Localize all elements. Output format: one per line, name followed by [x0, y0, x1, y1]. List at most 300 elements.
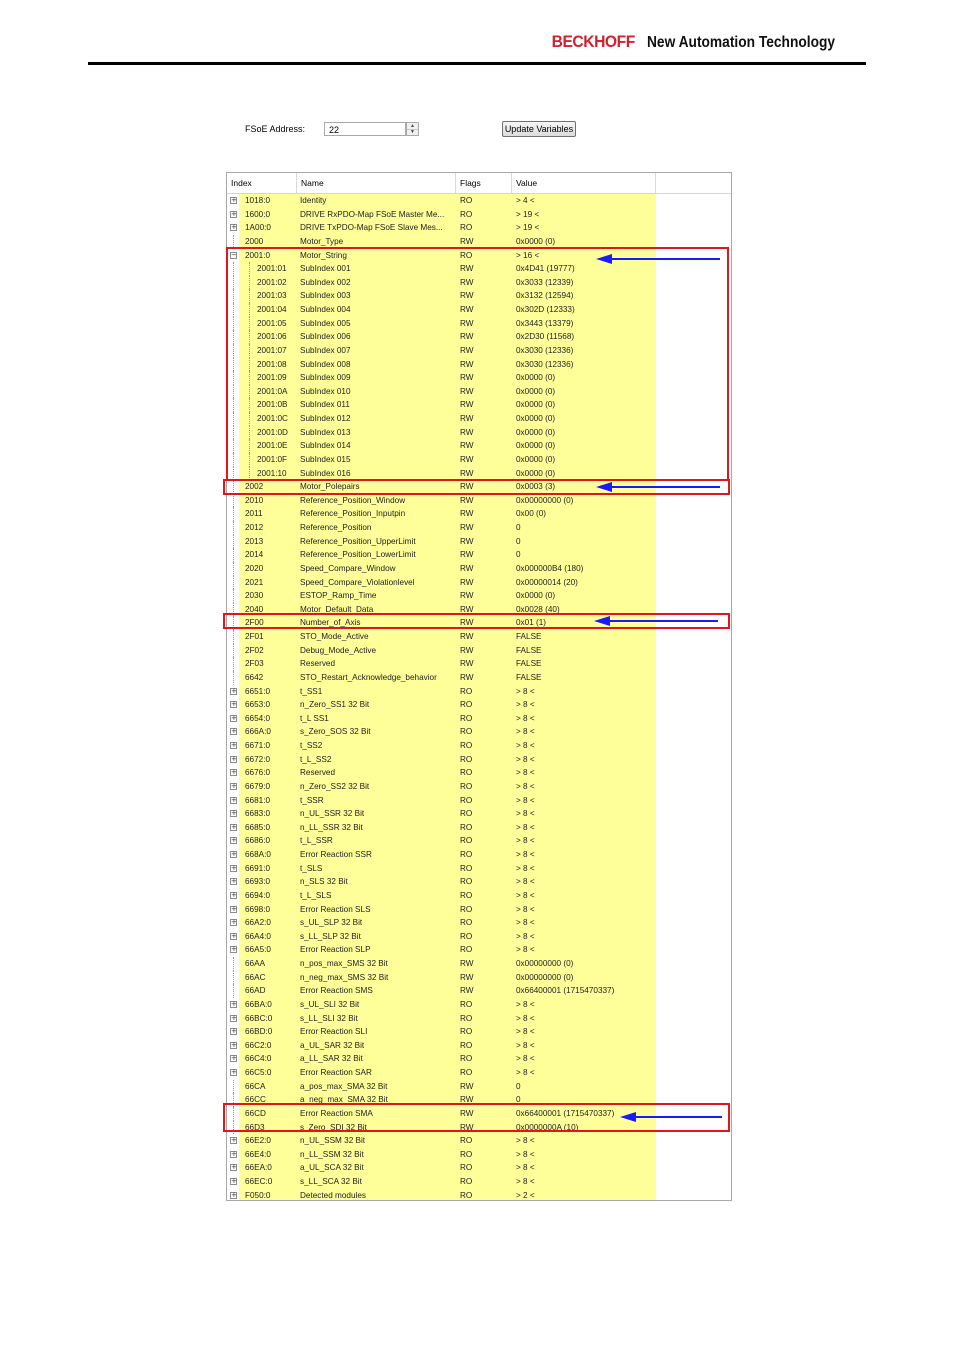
expand-icon[interactable]: + — [231, 1163, 237, 1172]
cell-name: SubIndex 007 — [300, 345, 351, 355]
cell-value: > 2 < — [516, 1190, 535, 1200]
table-row[interactable] — [227, 903, 731, 917]
cell-flags: RO — [460, 713, 473, 723]
tree-line — [233, 957, 235, 971]
cell-value: > 8 < — [516, 795, 535, 805]
cell-value: > 8 < — [516, 1040, 535, 1050]
table-row[interactable] — [227, 221, 731, 235]
table-row[interactable] — [227, 971, 731, 985]
cell-index: 6691:0 — [245, 863, 271, 873]
cell-name: s_LL_SCA 32 Bit — [300, 1177, 362, 1186]
table-row[interactable] — [227, 753, 731, 767]
cell-index: 2F03 — [245, 659, 264, 669]
cell-index: 2F01 — [245, 632, 264, 641]
expand-icon[interactable]: + — [231, 795, 237, 804]
cell-index: 66CA — [245, 1081, 266, 1091]
cell-name: t_SS1 — [300, 686, 323, 696]
expand-icon[interactable]: + — [231, 713, 237, 722]
expand-icon[interactable]: + — [231, 768, 237, 777]
table-row[interactable] — [227, 916, 731, 930]
table-row[interactable] — [227, 848, 731, 862]
expand-icon[interactable]: + — [231, 945, 237, 954]
cell-name: Motor_Default_Data — [300, 604, 374, 614]
cell-value: > 8 < — [516, 1149, 535, 1159]
cell-flags: RW — [460, 618, 474, 628]
table-row[interactable] — [227, 671, 731, 685]
expand-icon[interactable]: + — [231, 1013, 237, 1022]
table-row[interactable] — [227, 1080, 731, 1094]
cell-name: Speed_Compare_Window — [300, 563, 396, 573]
cell-index: 2011 — [245, 509, 263, 519]
cell-name: s_UL_SLI 32 Bit — [300, 999, 360, 1009]
expand-icon[interactable]: + — [231, 877, 237, 886]
table-row[interactable] — [227, 1025, 731, 1039]
cell-index: 2001:0D — [257, 427, 288, 437]
table-row[interactable] — [227, 507, 731, 521]
cell-name: Error Reaction SLI — [300, 1027, 368, 1037]
tree-line — [233, 589, 235, 603]
cell-flags: RO — [460, 1068, 473, 1077]
cell-name: Reference_Position_LowerLimit — [300, 550, 416, 560]
table-row[interactable] — [227, 1012, 731, 1026]
cell-flags: RW — [460, 972, 474, 982]
cell-index: 2001:01 — [257, 264, 287, 274]
table-row[interactable] — [227, 957, 731, 971]
cell-value: > 8 < — [516, 741, 535, 750]
cell-value: > 8 < — [516, 754, 535, 764]
cell-name: SubIndex 010 — [300, 386, 351, 396]
cell-value: > 8 < — [516, 1068, 535, 1077]
cell-value: 0x3132 (12594) — [516, 291, 574, 301]
table-row[interactable] — [227, 766, 731, 780]
cell-index: 2001:09 — [257, 373, 287, 383]
cell-value: > 19 < — [516, 223, 540, 233]
cell-index: 6676:0 — [245, 768, 271, 778]
cell-value: 0x66400001 (1715470337) — [516, 1108, 615, 1118]
cell-value: 0x00000000 (0) — [516, 972, 574, 982]
expand-icon[interactable]: + — [231, 822, 237, 831]
cell-value: > 8 < — [516, 1013, 535, 1023]
cell-name: Error Reaction SLS — [300, 904, 371, 914]
table-row[interactable] — [227, 562, 731, 576]
table-row[interactable] — [227, 1066, 731, 1080]
cell-name: t_L_SSR — [300, 836, 333, 846]
fsoe-address-spinner[interactable] — [406, 122, 419, 136]
spinner-up-icon[interactable]: ▲ — [407, 123, 418, 130]
expand-icon[interactable]: + — [231, 931, 237, 940]
cell-name: SubIndex 008 — [300, 359, 351, 369]
expand-icon[interactable]: + — [231, 850, 237, 858]
table-row[interactable] — [227, 521, 731, 535]
table-row[interactable] — [227, 807, 731, 821]
cell-value: 0x00000014 (20) — [516, 577, 578, 587]
cell-flags: RO — [460, 850, 473, 859]
cell-name: Reserved — [300, 768, 336, 778]
cell-flags: RW — [460, 441, 474, 451]
fsoe-address-input[interactable]: 22 — [324, 122, 406, 136]
cell-index: 2001:0E — [257, 441, 288, 451]
cell-flags: RW — [460, 1122, 474, 1132]
table-row[interactable] — [227, 984, 731, 998]
cell-value: > 4 < — [516, 196, 535, 205]
cell-index: 66AA — [245, 959, 266, 968]
cell-value: > 8 < — [516, 781, 535, 791]
tree-line — [233, 671, 235, 685]
cell-value: 0x2D30 (11568) — [516, 332, 575, 342]
table-row[interactable] — [227, 725, 731, 739]
brand-tagline: New Automation Technology — [647, 34, 836, 51]
cell-name: Reference_Position_Window — [300, 495, 406, 505]
cell-value: > 19 < — [516, 209, 540, 219]
cell-name: n_LL_SSR 32 Bit — [300, 822, 363, 832]
cell-value: 0x4D41 (19777) — [516, 264, 575, 274]
cell-value: 0x0000 (0) — [516, 427, 556, 437]
cell-flags: RW — [460, 359, 474, 369]
cell-name: Error Reaction SMA — [300, 1108, 373, 1118]
cell-value: > 8 < — [516, 877, 535, 887]
expand-icon[interactable]: + — [231, 741, 237, 749]
cell-flags: RO — [460, 1136, 473, 1146]
tree-line — [233, 1080, 235, 1094]
cell-value: > 8 < — [516, 1163, 535, 1173]
cell-flags: RW — [460, 482, 474, 492]
expand-icon[interactable]: + — [231, 1027, 237, 1036]
cell-value: 0x0000 (0) — [516, 373, 556, 383]
expand-icon[interactable]: + — [231, 196, 237, 204]
cell-value: 0x000000B4 (180) — [516, 563, 584, 573]
collapse-icon[interactable]: − — [231, 250, 237, 259]
expand-icon[interactable]: + — [231, 1068, 237, 1076]
cell-name: STO_Restart_Acknowledge_behavior — [300, 672, 437, 682]
expand-icon[interactable]: + — [231, 209, 237, 218]
expand-icon[interactable]: + — [231, 781, 237, 790]
expand-icon[interactable]: + — [231, 1040, 237, 1049]
cell-name: Motor_Type — [300, 236, 344, 246]
table-row[interactable] — [227, 1175, 731, 1189]
cell-index: 666A:0 — [245, 727, 271, 737]
arrow-icon — [596, 481, 722, 493]
expand-icon[interactable]: + — [231, 686, 237, 695]
cell-index: 6685:0 — [245, 822, 271, 832]
cell-value: 0x0000 (0) — [516, 414, 556, 423]
cell-name: SubIndex 001 — [300, 264, 351, 274]
cell-name: SubIndex 004 — [300, 305, 351, 314]
arrow-icon — [594, 615, 720, 627]
tree-line — [233, 562, 235, 576]
cell-flags: RO — [460, 223, 473, 233]
cell-value: 0x0000 (0) — [516, 468, 556, 478]
expand-icon[interactable]: + — [231, 1054, 237, 1063]
cell-name: SubIndex 012 — [300, 414, 351, 423]
cell-name: n_UL_SSR 32 Bit — [300, 809, 365, 819]
cell-index: 66EC:0 — [245, 1177, 273, 1186]
cell-name: n_UL_SSM 32 Bit — [300, 1136, 366, 1146]
cell-flags: RW — [460, 577, 474, 587]
table-row[interactable] — [227, 889, 731, 903]
cell-index: 2002 — [245, 482, 264, 492]
cell-value: > 8 < — [516, 836, 535, 846]
cell-name: t_L SS1 — [300, 713, 329, 723]
cell-index: 6686:0 — [245, 836, 271, 846]
expand-icon[interactable]: + — [231, 1149, 237, 1158]
motor-string-highlight — [226, 247, 729, 481]
table-row[interactable] — [227, 194, 731, 208]
cell-flags: RW — [460, 632, 474, 641]
tree-line — [233, 971, 235, 985]
cell-value: > 8 < — [516, 863, 535, 873]
table-row[interactable] — [227, 644, 731, 658]
cell-flags: RO — [460, 727, 473, 737]
cell-index: 66CC — [245, 1095, 266, 1105]
cell-name: Error Reaction SAR — [300, 1068, 372, 1077]
cell-flags: RW — [460, 332, 474, 342]
cell-name: SubIndex 016 — [300, 468, 351, 478]
cell-value: > 8 < — [516, 945, 535, 955]
cell-flags: RW — [460, 305, 474, 314]
table-row[interactable] — [227, 548, 731, 562]
brand-header — [548, 32, 866, 52]
cell-flags: RW — [460, 1108, 474, 1118]
table-row[interactable] — [227, 943, 731, 957]
cell-name: SubIndex 013 — [300, 427, 351, 437]
table-row[interactable] — [227, 794, 731, 808]
cell-name: Error Reaction SMS — [300, 986, 373, 996]
expand-icon[interactable]: + — [231, 1190, 237, 1199]
cell-index: 2012 — [245, 523, 264, 532]
table-row[interactable] — [227, 576, 731, 590]
cell-flags: RO — [460, 890, 473, 900]
tree-line — [233, 535, 235, 549]
cell-name: Motor_String — [300, 250, 347, 260]
table-row[interactable] — [227, 862, 731, 876]
cell-value: 0x01 (1) — [516, 618, 547, 628]
cell-value: > 8 < — [516, 700, 535, 710]
cell-name: n_neg_max_SMS 32 Bit — [300, 972, 389, 982]
cell-flags: RO — [460, 904, 473, 914]
expand-icon[interactable]: + — [231, 999, 237, 1008]
cell-value: 0x0000 (0) — [516, 441, 556, 451]
cell-index: 66C4:0 — [245, 1054, 272, 1064]
table-row[interactable] — [227, 780, 731, 794]
expand-icon[interactable]: + — [231, 754, 237, 763]
cell-name: SubIndex 015 — [300, 454, 351, 464]
cell-index: 66CD — [245, 1108, 266, 1118]
beckhoff-logo: BECKHOFF — [552, 32, 636, 51]
cell-name: Detected modules — [300, 1190, 366, 1200]
cell-value: 0x0000000A (10) — [516, 1122, 579, 1132]
cell-flags: RO — [460, 1054, 473, 1064]
tree-line — [233, 507, 235, 521]
cell-index: 66A5:0 — [245, 945, 271, 955]
column-header-value[interactable]: Value — [512, 173, 656, 193]
update-variables-button[interactable]: Update Variables — [502, 121, 576, 137]
cell-index: 66AC — [245, 972, 266, 982]
cell-flags: RW — [460, 414, 474, 423]
cell-value: > 8 < — [516, 713, 535, 723]
cell-flags: RW — [460, 1095, 474, 1105]
cell-value: FALSE — [516, 645, 542, 655]
cell-name: Reference_Position_UpperLimit — [300, 536, 416, 546]
cell-flags: RW — [460, 454, 474, 464]
cell-name: STO_Mode_Active — [300, 632, 369, 641]
table-row[interactable] — [227, 1134, 731, 1148]
cell-index: 2001:05 — [257, 318, 287, 328]
expand-icon[interactable]: + — [231, 890, 237, 899]
cell-name: Reference_Position — [300, 523, 372, 532]
table-row[interactable] — [227, 930, 731, 944]
expand-icon[interactable]: + — [231, 1177, 237, 1185]
cell-index: 2000 — [245, 236, 264, 246]
cell-index: 66A4:0 — [245, 931, 271, 941]
cell-name: a_UL_SAR 32 Bit — [300, 1040, 365, 1050]
cell-index: 6681:0 — [245, 795, 271, 805]
cell-index: 66E4:0 — [245, 1149, 271, 1159]
cell-value: 0 — [516, 536, 521, 546]
expand-icon[interactable]: + — [231, 904, 237, 913]
table-row[interactable] — [227, 685, 731, 699]
cell-value: 0x0000 (0) — [516, 591, 556, 601]
cell-index: 2020 — [245, 563, 264, 573]
table-row[interactable] — [227, 1161, 731, 1175]
cell-index: 6679:0 — [245, 781, 271, 791]
cell-name: ESTOP_Ramp_Time — [300, 591, 377, 601]
table-row[interactable] — [227, 739, 731, 753]
expand-icon[interactable]: + — [231, 1136, 237, 1145]
cell-name: a_neg_max_SMA 32 Bit — [300, 1095, 388, 1105]
cell-name: SubIndex 005 — [300, 318, 351, 328]
cell-flags: RW — [460, 277, 474, 287]
cell-value: 0x0003 (3) — [516, 482, 556, 492]
cell-name: a_pos_max_SMA 32 Bit — [300, 1081, 388, 1091]
table-row[interactable] — [227, 208, 731, 222]
cell-index: 6672:0 — [245, 754, 271, 764]
table-row[interactable] — [227, 1039, 731, 1053]
cell-value: 0x00 (0) — [516, 509, 547, 519]
cell-index: 6654:0 — [245, 713, 271, 723]
table-row[interactable] — [227, 1052, 731, 1066]
cell-value: > 8 < — [516, 1054, 535, 1064]
cell-index: 1600:0 — [245, 209, 271, 219]
cell-value: 0 — [516, 1081, 521, 1091]
tree-line — [233, 521, 235, 535]
cell-name: SubIndex 014 — [300, 441, 351, 451]
cell-flags: RO — [460, 686, 473, 696]
cell-index: 2001:02 — [257, 277, 287, 287]
cell-value: FALSE — [516, 632, 542, 641]
cell-flags: RO — [460, 700, 473, 710]
cell-index: 2F02 — [245, 645, 264, 655]
cell-value: > 16 < — [516, 250, 540, 260]
cell-flags: RO — [460, 1163, 473, 1173]
cell-value: FALSE — [516, 672, 542, 682]
spinner-down-icon[interactable]: ▼ — [410, 129, 415, 135]
cell-index: 6671:0 — [245, 741, 271, 750]
table-row[interactable] — [227, 712, 731, 726]
table-row[interactable] — [227, 1148, 731, 1162]
expand-icon[interactable]: + — [231, 809, 237, 818]
table-row[interactable] — [227, 875, 731, 889]
cell-name: DRIVE TxPDO-Map FSoE Slave Mes... — [300, 223, 443, 233]
column-header-name[interactable]: Name — [297, 173, 456, 193]
table-row[interactable] — [227, 1189, 731, 1201]
cell-flags: RO — [460, 741, 473, 750]
cell-index: 2001:0C — [257, 414, 288, 423]
cell-index: 2001:07 — [257, 345, 287, 355]
cell-flags: RW — [460, 959, 474, 968]
cell-name: SubIndex 002 — [300, 277, 351, 287]
cell-index: 668A:0 — [245, 850, 271, 859]
header-divider — [88, 62, 866, 65]
cell-value: 0x3030 (12336) — [516, 359, 574, 369]
column-header-flags[interactable]: Flags — [456, 173, 512, 193]
cell-flags: RW — [460, 563, 474, 573]
expand-icon[interactable]: + — [231, 727, 237, 736]
cell-value: > 8 < — [516, 850, 535, 859]
table-row[interactable] — [227, 535, 731, 549]
cell-index: 2001:06 — [257, 332, 287, 342]
cell-value: 0x3030 (12336) — [516, 345, 574, 355]
tree-line — [233, 576, 235, 590]
arrow-icon — [620, 1111, 724, 1123]
table-row[interactable] — [227, 657, 731, 671]
expand-icon[interactable]: + — [231, 223, 237, 232]
cell-flags: RO — [460, 781, 473, 791]
cell-name: n_pos_max_SMS 32 Bit — [300, 959, 388, 968]
cell-value: 0x00000000 (0) — [516, 959, 574, 968]
cell-index: 66BC:0 — [245, 1013, 273, 1023]
cell-name: Identity — [300, 196, 327, 205]
table-row[interactable] — [227, 834, 731, 848]
cell-value: > 8 < — [516, 768, 535, 778]
expand-icon[interactable]: + — [231, 918, 237, 927]
cell-index: 66E2:0 — [245, 1136, 271, 1146]
expand-icon[interactable]: + — [231, 863, 237, 872]
cell-value: > 8 < — [516, 727, 535, 737]
cell-value: 0x0000 (0) — [516, 454, 556, 464]
cell-index: 2014 — [245, 550, 264, 560]
table-row[interactable] — [227, 998, 731, 1012]
cell-name: t_L_SS2 — [300, 754, 332, 764]
table-row[interactable] — [227, 698, 731, 712]
cell-value: > 8 < — [516, 999, 535, 1009]
table-row[interactable] — [227, 589, 731, 603]
tree-line — [233, 657, 235, 671]
cell-index: 66AD — [245, 986, 266, 996]
cell-flags: RW — [460, 672, 474, 682]
column-header-index[interactable]: Index — [227, 173, 297, 193]
cell-name: n_SLS 32 Bit — [300, 877, 348, 887]
cell-value: 0 — [516, 550, 521, 560]
cell-name: a_UL_SCA 32 Bit — [300, 1163, 364, 1173]
table-row[interactable] — [227, 630, 731, 644]
tree-line — [233, 984, 235, 998]
cell-index: 6683:0 — [245, 809, 271, 819]
table-row[interactable] — [227, 494, 731, 508]
cell-name: SubIndex 011 — [300, 400, 350, 410]
expand-icon[interactable]: + — [231, 700, 237, 709]
cell-name: t_SSR — [300, 795, 324, 805]
table-row[interactable] — [227, 821, 731, 835]
cell-index: 2001:03 — [257, 291, 287, 301]
cell-index: 66BA:0 — [245, 999, 272, 1009]
cell-index: 2001:0A — [257, 386, 288, 396]
expand-icon[interactable]: + — [231, 836, 237, 845]
cell-index: 6651:0 — [245, 686, 271, 696]
cell-name: Motor_Polepairs — [300, 482, 360, 492]
cell-value: > 8 < — [516, 890, 535, 900]
cell-value: 0x00000000 (0) — [516, 495, 574, 505]
cell-name: n_LL_SSM 32 Bit — [300, 1149, 364, 1159]
